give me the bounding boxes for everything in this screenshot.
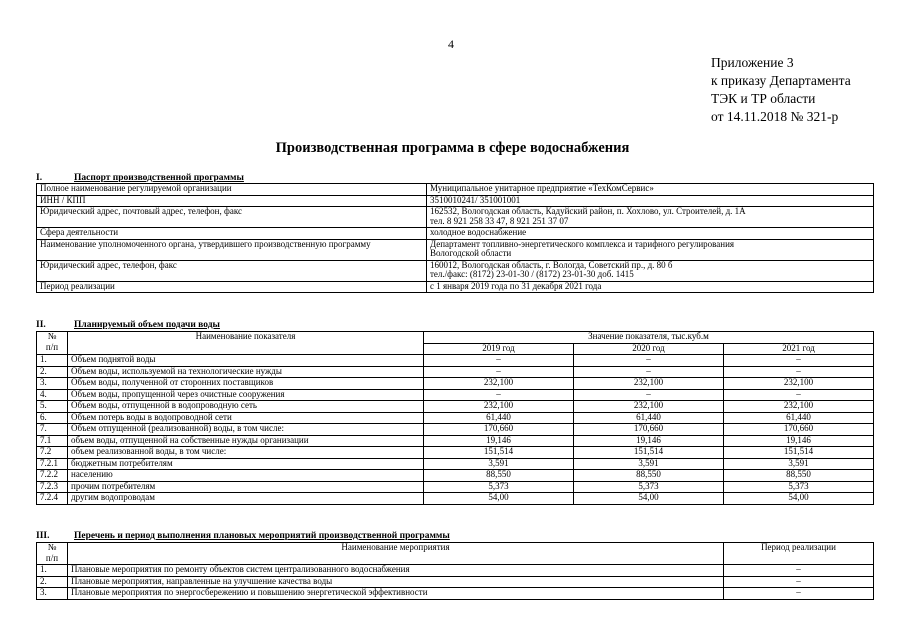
table-row: [37, 447, 874, 459]
row-value: –: [574, 389, 724, 401]
passport-value: [427, 260, 874, 281]
passport-row: [37, 239, 874, 260]
row-value: –: [574, 366, 724, 378]
row-value: 5,373: [724, 481, 874, 493]
measures-table: [36, 542, 874, 600]
table-row: [37, 458, 874, 470]
row-value: –: [724, 366, 874, 378]
row-number: 7.: [37, 424, 68, 436]
row-value: 232,100: [724, 378, 874, 390]
row-value: –: [424, 366, 574, 378]
row-indicator-name: Объем воды, используемой на технологические нужды: [68, 366, 424, 378]
passport-label: Полное наименование регулируемой организации: [37, 184, 427, 196]
passport-label: Юридический адрес, телефон, факс: [37, 260, 427, 281]
section-1-heading: [36, 173, 244, 183]
row-number: 1.: [37, 355, 68, 367]
water-volume-table: [36, 331, 874, 505]
row-value: 5,373: [424, 481, 574, 493]
row-period: –: [724, 576, 874, 588]
table-row: [37, 355, 874, 367]
row-value: 232,100: [574, 378, 724, 390]
row-value: 170,660: [424, 424, 574, 436]
row-number: 5.: [37, 401, 68, 413]
section-3-heading: [36, 531, 450, 541]
row-indicator-name: Объем воды, отпущенной в водопроводную сеть: [68, 401, 424, 413]
appendix-line: к приказу Департамента: [711, 73, 851, 88]
passport-label: ИНН / КПП: [37, 195, 427, 207]
row-value: 88,550: [724, 470, 874, 482]
row-indicator-name: Объем поднятой воды: [68, 355, 424, 367]
row-value: 61,440: [724, 412, 874, 424]
row-indicator-name: бюджетным потребителям: [68, 458, 424, 470]
passport-value-line: Вологодской области: [430, 248, 512, 258]
row-indicator-name: объем воды, отпущенной на собственные нужды организации: [68, 435, 424, 447]
passport-value: [427, 195, 874, 207]
row-value: 170,660: [574, 424, 724, 436]
row-value: 232,100: [574, 401, 724, 413]
passport-value: [427, 207, 874, 228]
row-indicator-name: населению: [68, 470, 424, 482]
row-number: 3.: [37, 378, 68, 390]
passport-value-line: тел./факс: (8172) 23-01-30 / (8172) 23-01-30 доб. 1415: [430, 269, 634, 279]
table-row: [37, 481, 874, 493]
passport-label: Юридический адрес, почтовый адрес, телефон, факс: [37, 207, 427, 228]
row-number: 2.: [37, 576, 68, 588]
passport-label: Наименование уполномоченного органа, утвердившего производственную программу: [37, 239, 427, 260]
table-row: [37, 435, 874, 447]
row-value: 3,591: [424, 458, 574, 470]
passport-value: [427, 239, 874, 260]
row-value: 232,100: [424, 401, 574, 413]
document-title: Производственная программа в сфере водоснабжения: [275, 140, 630, 156]
passport-row: [37, 184, 874, 196]
row-value: 19,146: [724, 435, 874, 447]
row-value: 151,514: [424, 447, 574, 459]
row-number: 1.: [37, 565, 68, 577]
row-value: 88,550: [574, 470, 724, 482]
table-row: [37, 424, 874, 436]
passport-row: [37, 228, 874, 240]
row-value: 61,440: [424, 412, 574, 424]
row-number: 7.1: [37, 435, 68, 447]
section-number: II.: [36, 320, 46, 330]
row-value: 151,514: [724, 447, 874, 459]
section-2-heading: [36, 320, 220, 330]
passport-value-line: 162532, Вологодская область, Кадуйский район, п. Хохлово, ул. Строителей, д. 1А: [430, 206, 746, 216]
col-header-name: Наименование показателя: [68, 332, 424, 355]
row-indicator-name: Объем воды, пропущенной через очистные сооружения: [68, 389, 424, 401]
passport-row: [37, 260, 874, 281]
row-value: –: [424, 389, 574, 401]
row-indicator-name: другим водопроводам: [68, 493, 424, 505]
table-row: [37, 493, 874, 505]
col-header-year: 2020 год: [574, 343, 724, 355]
passport-value-line: Муниципальное унитарное предприятие «ТехКомСервис»: [430, 183, 654, 193]
passport-value: [427, 228, 874, 240]
passport-value-line: с 1 января 2019 года по 31 декабря 2021 года: [430, 281, 602, 291]
col-header-number: №: [37, 543, 68, 554]
row-number: 4.: [37, 389, 68, 401]
col-header-year: 2019 год: [424, 343, 574, 355]
row-measure-name: Плановые мероприятия по энергосбережению и повышению энергетической эффективности: [68, 588, 724, 600]
passport-value-line: тел. 8 921 258 33 47, 8 921 251 37 07: [430, 215, 569, 226]
row-period: –: [724, 565, 874, 577]
col-header-measure-name: Наименование мероприятия: [68, 543, 724, 565]
passport-row: [37, 281, 874, 293]
table-row: [37, 588, 874, 600]
row-number: 6.: [37, 412, 68, 424]
row-measure-name: Плановые мероприятия по ремонту объектов систем централизованного водоснабжения: [68, 565, 724, 577]
row-value: –: [574, 355, 724, 367]
row-value: 88,550: [424, 470, 574, 482]
row-value: 3,591: [574, 458, 724, 470]
passport-value-line: 160012, Вологодская область, г. Вологда, Советский пр., д. 80 б: [430, 260, 673, 270]
section-title: Перечень и период выполнения плановых мероприятий производственной программы: [74, 531, 450, 541]
row-indicator-name: объем реализованной воды, в том числе:: [68, 447, 424, 459]
row-number: 3.: [37, 588, 68, 600]
passport-row: [37, 195, 874, 207]
passport-table: [36, 183, 874, 293]
row-value: –: [424, 355, 574, 367]
row-number: 7.2.3: [37, 481, 68, 493]
appendix-header: [711, 54, 851, 126]
passport-value: [427, 281, 874, 293]
col-header-period: Период реализации: [724, 543, 874, 565]
row-period: –: [724, 588, 874, 600]
passport-value: [427, 184, 874, 196]
passport-row: [37, 207, 874, 228]
row-value: 54,00: [724, 493, 874, 505]
row-indicator-name: прочим потребителям: [68, 481, 424, 493]
passport-value-line: Департамент топливно-энергетического комплекса и тарифного регулирования: [430, 239, 735, 249]
passport-label: Сфера деятельности: [37, 228, 427, 240]
table-row: [37, 389, 874, 401]
col-header-year: 2021 год: [724, 343, 874, 355]
appendix-line: от 14.11.2018 № 321-р: [711, 109, 839, 124]
row-number: 2.: [37, 366, 68, 378]
row-indicator-name: Объем воды, полученной от сторонних поставщиков: [68, 378, 424, 390]
section-title: Паспорт производственной программы: [74, 173, 244, 183]
table-row: [37, 401, 874, 413]
row-number: 7.2.2: [37, 470, 68, 482]
row-value: 54,00: [574, 493, 724, 505]
row-value: –: [724, 355, 874, 367]
row-value: 19,146: [574, 435, 724, 447]
row-number: 7.2.1: [37, 458, 68, 470]
section-number: III.: [36, 531, 50, 541]
appendix-line: Приложение 3: [711, 55, 794, 70]
col-header-value-group: Значение показателя, тыс.куб.м: [424, 332, 874, 344]
row-indicator-name: Объем потерь воды в водопроводной сети: [68, 412, 424, 424]
col-header-number-sub: п/п: [37, 343, 68, 355]
row-value: 3,591: [724, 458, 874, 470]
row-value: 170,660: [724, 424, 874, 436]
table-row: [37, 470, 874, 482]
col-header-number-sub: п/п: [37, 554, 68, 565]
passport-label: Период реализации: [37, 281, 427, 293]
col-header-number: №: [37, 332, 68, 344]
row-indicator-name: Объем отпущенной (реализованной) воды, в том числе:: [68, 424, 424, 436]
row-measure-name: Плановые мероприятия, направленные на улучшение качества воды: [68, 576, 724, 588]
row-value: –: [724, 389, 874, 401]
table-row: [37, 412, 874, 424]
row-value: 151,514: [574, 447, 724, 459]
table-row: [37, 378, 874, 390]
passport-value-line: холодное водоснабжение: [430, 227, 527, 237]
page-number: 4: [448, 37, 454, 51]
row-number: 7.2: [37, 447, 68, 459]
row-number: 7.2.4: [37, 493, 68, 505]
row-value: 19,146: [424, 435, 574, 447]
row-value: 5,373: [574, 481, 724, 493]
row-value: 232,100: [724, 401, 874, 413]
table-row: [37, 366, 874, 378]
row-value: 232,100: [424, 378, 574, 390]
row-value: 61,440: [574, 412, 724, 424]
section-number: I.: [36, 173, 43, 183]
section-title: Планируемый объем подачи воды: [74, 320, 220, 330]
row-value: 54,00: [424, 493, 574, 505]
passport-value-line: 3510010241/ 351001001: [430, 195, 521, 205]
table-row: [37, 576, 874, 588]
appendix-line: ТЭК и ТР области: [711, 91, 816, 106]
table-row: [37, 565, 874, 577]
